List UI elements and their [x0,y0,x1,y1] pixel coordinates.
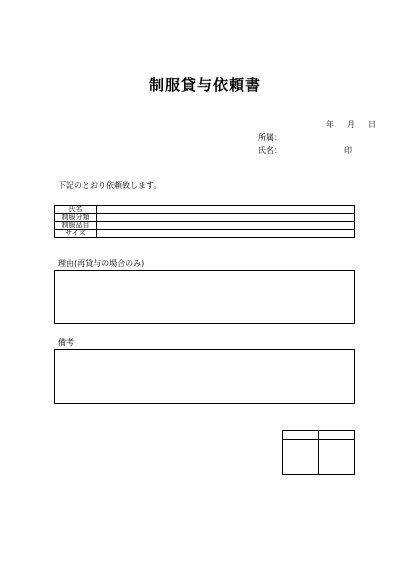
row-label: サイズ [55,230,97,238]
table-row [55,222,355,230]
remarks-label: 備考 [58,338,74,347]
row-label: 制服品目 [55,222,97,230]
approval-stamp-box [282,430,355,475]
document-title: 制服貸与依頼書 [148,76,261,94]
stamp-box-divider [318,431,319,474]
name-label: 氏名： [258,146,282,155]
reason-box[interactable] [54,270,355,324]
row-value-field[interactable] [97,214,355,222]
day-label: 日 [368,120,376,129]
year-label: 年 [326,120,334,129]
table-row [55,206,355,214]
row-label: 制服分類 [55,214,97,222]
reason-label: 理由(再貸与の場合のみ) [58,259,145,268]
row-label: 氏名 [55,206,97,214]
table-row [55,230,355,238]
row-value-field[interactable] [97,230,355,238]
month-label: 月 [347,120,355,129]
table-row [55,214,355,222]
row-value-field[interactable] [97,222,355,230]
affiliation-label: 所属： [258,133,282,142]
info-table [54,205,355,238]
remarks-box[interactable] [54,349,355,404]
seal-label: 印 [344,146,352,155]
row-value-field[interactable] [97,206,355,214]
date-line [326,120,376,130]
intro-text: 下記のとおり依頼致します。 [58,181,162,190]
